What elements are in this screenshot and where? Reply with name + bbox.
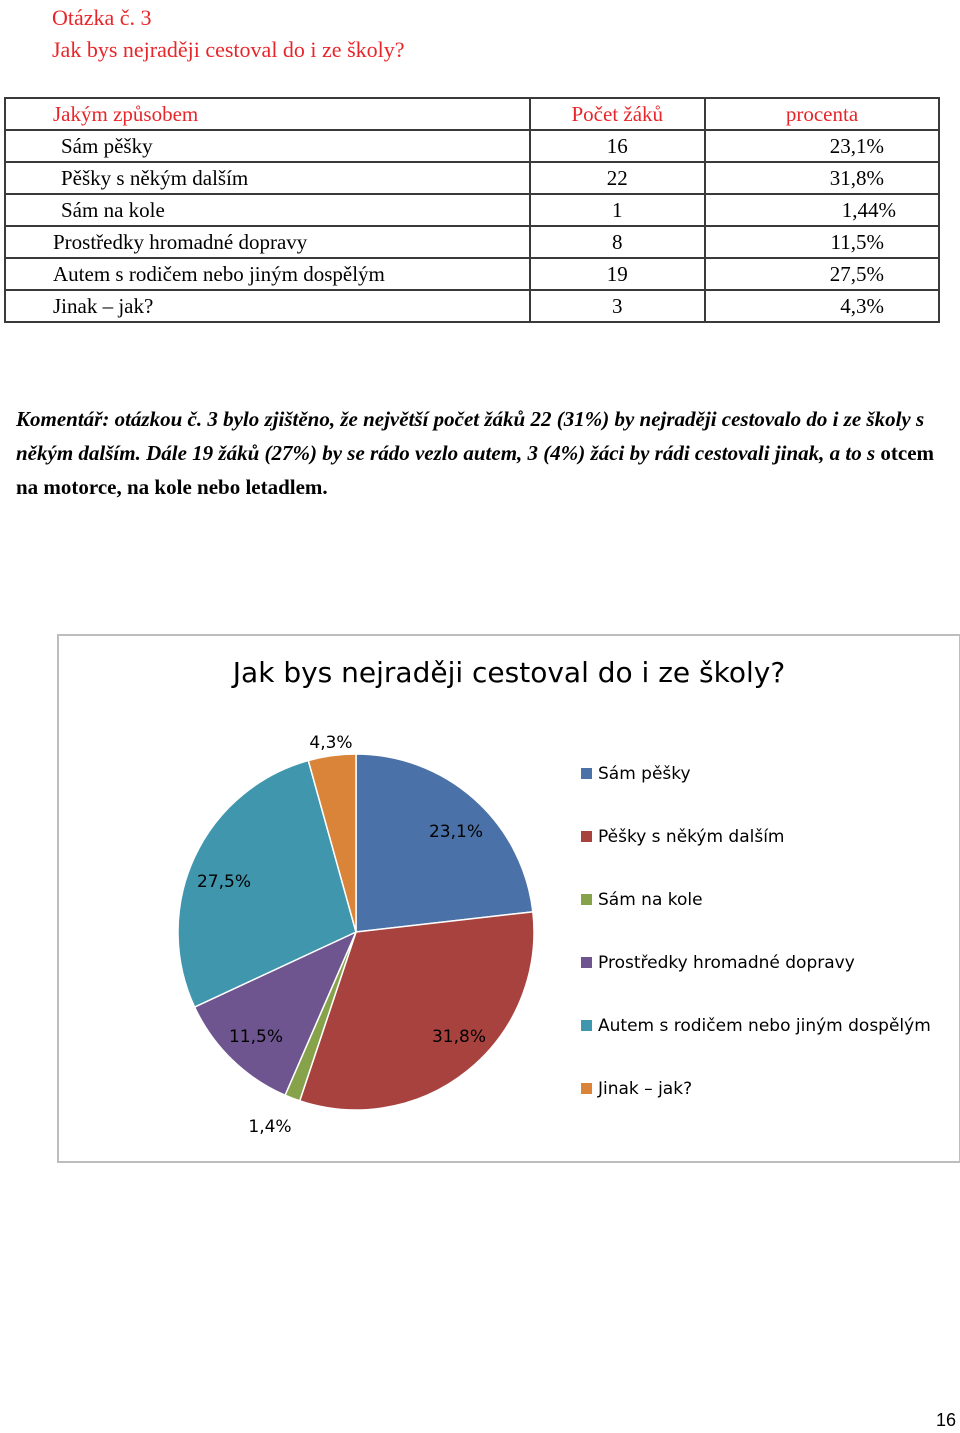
header-method: Jakým způsobem [5,98,530,130]
legend-swatch [581,957,592,968]
legend-label: Prostředky hromadné dopravy [598,953,855,973]
row-count: 3 [530,290,705,322]
question-text: Jak bys nejraději cestoval do i ze školy? [52,37,405,62]
row-percent: 4,3% [705,290,939,322]
pie-chart-plot [59,636,959,1161]
legend-item [581,951,855,975]
legend-swatch [581,831,592,842]
row-label: Sám na kole [5,194,530,226]
pie-slice [356,754,533,932]
row-count: 19 [530,258,705,290]
header-percent: procenta [705,98,939,130]
question-heading [52,2,405,66]
table-row [5,194,939,226]
data-label: 1,4% [248,1117,292,1137]
table-row [5,258,939,290]
legend-swatch [581,894,592,905]
legend-swatch [581,1020,592,1031]
comment-paragraph [16,402,956,504]
legend-label: Pěšky s někým dalším [598,827,785,847]
legend-label: Sám pěšky [598,764,691,784]
row-percent: 11,5% [705,226,939,258]
page-number: 16 [935,1410,956,1430]
row-count: 8 [530,226,705,258]
legend-item [581,888,703,912]
legend-item [581,1014,931,1038]
legend-label: Sám na kole [598,890,703,910]
data-label: 4,3% [309,733,353,753]
pie-chart [57,634,960,1163]
data-label: 31,8% [431,1027,487,1047]
table-row [5,290,939,322]
row-label: Autem s rodičem nebo jiným dospělým [5,258,530,290]
data-label: 11,5% [228,1027,284,1047]
comment-text: Komentář: otázkou č. 3 bylo zjištěno, že největší počet žáků 22 (31%) by nejraději cestovalo do i ze školy s někým dalším. Dále 19 žáků (27%) by se rádo vezlo autem, 3 (4%) žáci by rádi cestovali jinak, a to s [16,407,925,465]
row-percent: 23,1% [705,130,939,162]
legend-item [581,762,691,786]
question-number: Otázka č. 3 [52,5,152,30]
header-count: Počet žáků [530,98,705,130]
row-count: 16 [530,130,705,162]
legend-label: Autem s rodičem nebo jiným dospělým [598,1016,931,1036]
row-percent: 1,44% [705,194,939,226]
legend-item [581,1077,692,1101]
data-label: 27,5% [196,872,252,892]
results-table [4,97,940,323]
row-label: Prostředky hromadné dopravy [5,226,530,258]
row-count: 22 [530,162,705,194]
data-label: 23,1% [428,822,484,842]
chart-title: Jak bys nejraději cestoval do i ze školy? [232,656,786,689]
table-row [5,130,939,162]
row-count: 1 [530,194,705,226]
table-header-row [5,98,939,130]
legend-label: Jinak – jak? [598,1079,693,1099]
table-row [5,162,939,194]
legend-item [581,825,785,849]
row-label: Jinak – jak? [5,290,530,322]
row-label: Pěšky s někým dalším [5,162,530,194]
legend-swatch [581,1083,592,1094]
comment-text-plain: otcem na motorce, na kole nebo letadlem. [16,441,935,499]
row-percent: 27,5% [705,258,939,290]
table-row [5,226,939,258]
legend-swatch [581,768,592,779]
row-label: Sám pěšky [5,130,530,162]
row-percent: 31,8% [705,162,939,194]
